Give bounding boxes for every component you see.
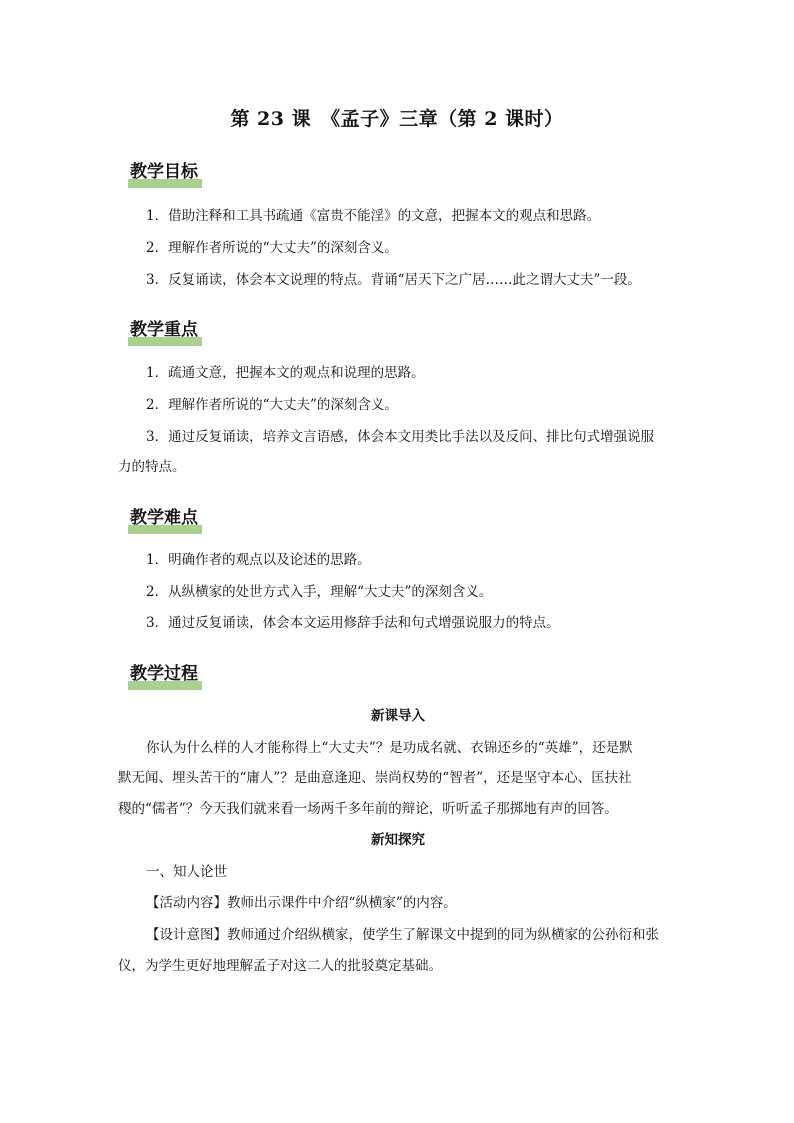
difficulty-item-1: 1．明确作者的观点以及论述的思路。 [146, 552, 371, 568]
key-point-item-3: 3．通过反复诵读，培养文言语感，体会本文用类比手法以及反问、排比句式增强说服 [146, 429, 655, 445]
subheading-intro: 新课导入 [371, 708, 425, 724]
difficulty-item-3: 3．通过反复诵读，体会本文运用修辞手法和句式增强说服力的特点。 [146, 615, 560, 631]
section-heading-goals [128, 160, 202, 184]
section-heading-key-points [128, 318, 202, 342]
goal-item-3: 3．反复诵读，体会本文说理的特点。背诵“居天下之广居……此之谓大丈夫”一段。 [146, 272, 641, 288]
section-heading-difficulties-text: 教学难点 [130, 508, 198, 528]
section-heading-process-text: 教学过程 [130, 664, 198, 684]
section-heading-goals-text: 教学目标 [130, 162, 198, 182]
design-intent-line-2: 仪，为学生更好地理解孟子对这二人的批驳奠定基础。 [118, 958, 442, 974]
page-title: 第 23 课 《孟子》三章（第 2 课时） [230, 108, 564, 130]
goal-item-1: 1．借助注释和工具书疏通《富贵不能淫》的文意，把握本文的观点和思路。 [146, 208, 601, 224]
section-heading-key-points-text: 教学重点 [130, 320, 198, 340]
section-heading-difficulties [128, 506, 202, 530]
intro-paragraph-line-2: 默无闻、埋头苦干的“庸人”？是曲意逢迎、崇尚权势的“智者”，还是坚守本心、匡扶社 [118, 770, 632, 786]
key-point-item-1: 1．疏通文意，把握本文的观点和说理的思路。 [146, 365, 425, 381]
difficulty-item-2: 2．从纵横家的处世方式入手，理解“大丈夫”的深刻含义。 [146, 584, 493, 600]
goal-item-2: 2．理解作者所说的“大丈夫”的深刻含义。 [146, 240, 398, 256]
subheading-explore: 新知探究 [371, 832, 425, 848]
intro-paragraph-line-1: 你认为什么样的人才能称得上“大丈夫”？是功成名就、衣锦还乡的“英雄”，还是默 [146, 740, 633, 756]
section-heading-process [128, 662, 202, 686]
key-point-item-2: 2．理解作者所说的“大丈夫”的深刻含义。 [146, 397, 398, 413]
intro-paragraph-line-3: 稷的“儒者”？今天我们就来看一场两千多年前的辩论，听听孟子那掷地有声的回答。 [118, 801, 618, 817]
part-one-title: 一、知人论世 [146, 864, 227, 880]
key-point-item-3-cont: 力的特点。 [118, 459, 186, 475]
activity-content: 【活动内容】教师出示课件中介绍“纵横家”的内容。 [146, 895, 457, 911]
design-intent-line-1: 【设计意图】教师通过介绍纵横家，使学生了解课文中提到的同为纵横家的公孙衍和张 [146, 927, 659, 943]
